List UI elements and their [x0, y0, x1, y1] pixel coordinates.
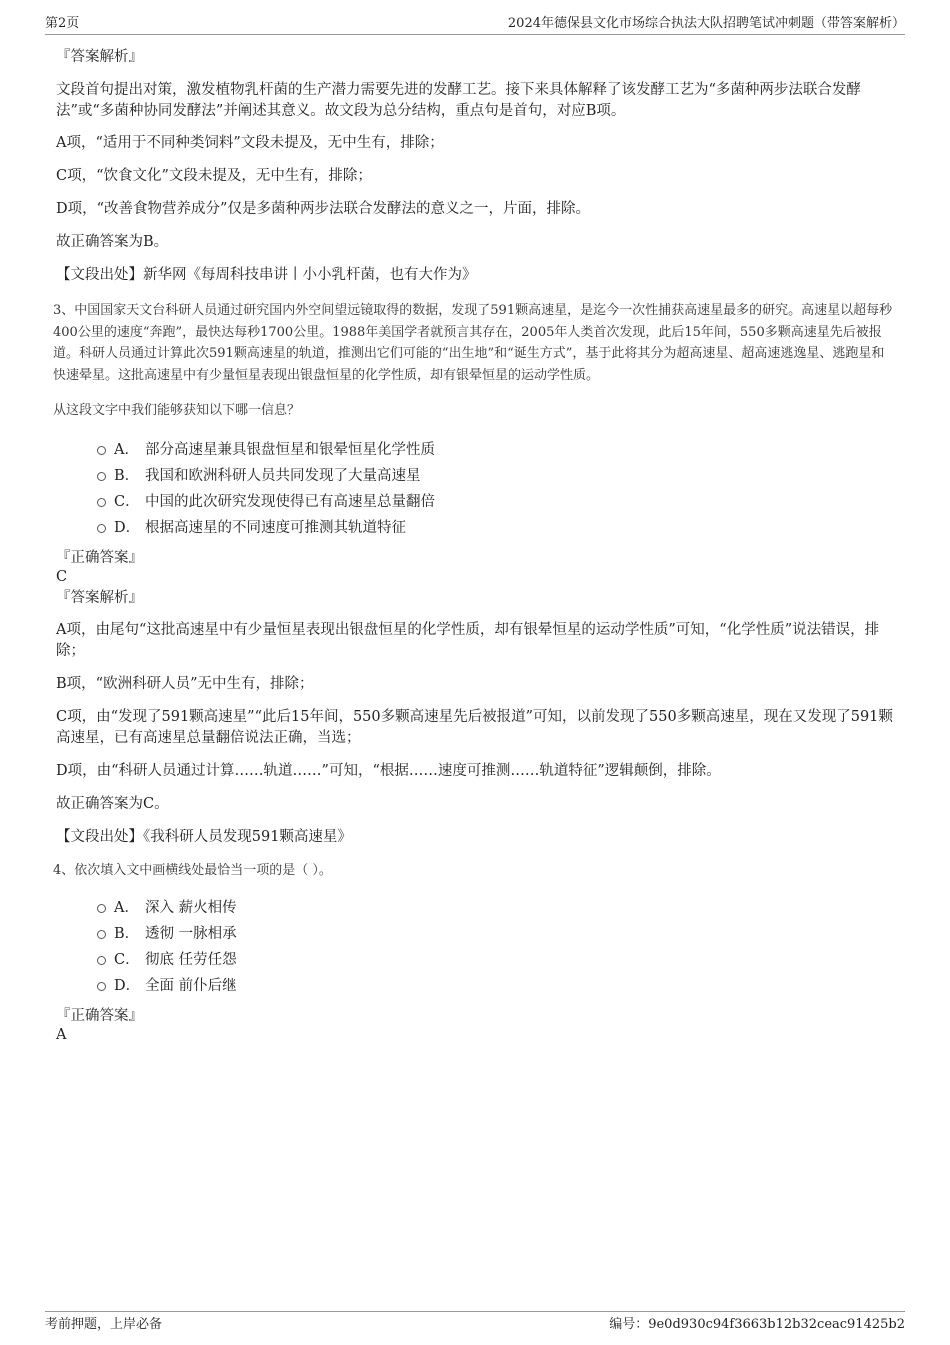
page-footer [45, 1311, 905, 1336]
radio-icon[interactable] [97, 446, 106, 455]
option-text: 我国和欧洲科研人员共同发现了大量高速星 [145, 467, 421, 484]
question-3-options [56, 437, 896, 541]
content [53, 44, 896, 1045]
option-text: 全面 前仆后继 [145, 978, 237, 994]
radio-icon[interactable] [97, 524, 106, 533]
analysis-paragraph: A项，由尾句“这批高速星中有少量恒星表现出银盘恒星的化学性质，却有银晕恒星的运动学性质”可知，“化学性质”说法错误，排除； [56, 621, 880, 659]
analysis-paragraph: 文段首句提出对策，激发植物乳杆菌的生产潜力需要先进的发酵工艺。接下来具体解释了该发酵工艺为“多菌种两步法联合发酵法”或“多菌种协同发酵法”并阐述其意义。故文段为总分结构，重点句是首句，对应B项。 [56, 82, 861, 119]
option-text: 透彻 一脉相承 [145, 926, 237, 942]
analysis-paragraph: 故正确答案为B。 [56, 234, 169, 250]
option-c[interactable] [56, 947, 896, 973]
radio-icon[interactable] [97, 904, 106, 913]
analysis-paragraph: A项，“适用于不同种类饲料”文段未提及，无中生有，排除； [56, 135, 444, 151]
option-d[interactable] [56, 973, 896, 999]
correct-answer: A [56, 1027, 67, 1043]
option-b[interactable] [56, 463, 896, 489]
question-4-options [56, 895, 896, 999]
correct-answer-label: 『正确答案』 [56, 1008, 143, 1024]
option-text: 部分高速星兼具银盘恒星和银晕恒星化学性质 [145, 441, 435, 458]
option-letter: A． [114, 900, 139, 916]
option-letter: C． [114, 493, 140, 510]
option-letter: B． [114, 926, 140, 942]
radio-icon[interactable] [97, 472, 106, 481]
radio-icon[interactable] [97, 930, 106, 939]
option-text: 根据高速星的不同速度可推测其轨道特征 [145, 519, 406, 536]
option-b[interactable] [56, 921, 896, 947]
radio-icon[interactable] [97, 982, 106, 991]
footer-slogan: 考前押题，上岸必备 [45, 1317, 163, 1332]
option-a[interactable] [56, 437, 896, 463]
option-text: 中国的此次研究发现使得已有高速星总量翻倍 [145, 493, 435, 510]
option-letter: C． [114, 952, 140, 968]
analysis-label: 『答案解析』 [56, 49, 143, 65]
analysis-paragraph: C项，“饮食文化”文段未提及，无中生有，排除； [56, 168, 372, 184]
radio-icon[interactable] [97, 498, 106, 507]
analysis-paragraph: D项，由“科研人员通过计算……轨道……”可知，“根据……速度可推测……轨道特征”逻辑颠倒，排除。 [56, 762, 721, 779]
question-3-text: 3、中国国家天文台科研人员通过研究国内外空间望远镜取得的数据，发现了591颗高速星，是迄今一次性捕获高速星最多的研究。高速星以超每秒400公里的速度“奔跑”，最快达每秒1700公里。1988年美国学者就预言其存在，2005年人类首次发现，此后15年间，550多颗高速星先后被报道。科研人员通过计算此次591颗高速星的轨道，推测出它们可能的“出生地”和“诞生方式”，基于此将其分为超高速星、超高速逃逸星、逃跑星和快速晕星。这批高速星中有少量恒星表现出银盘恒星的化学性质，却有银晕恒星的运动学性质。 [53, 303, 893, 383]
option-c[interactable] [56, 489, 896, 515]
page-header [45, 14, 905, 35]
analysis-paragraph: B项，“欧洲科研人员”无中生有，排除； [56, 675, 314, 692]
option-text: 彻底 任劳任怨 [145, 952, 237, 968]
option-letter: B． [114, 467, 140, 484]
option-a[interactable] [56, 895, 896, 921]
question-4-text: 4、依次填入文中画横线处最恰当一项的是（ ）。 [53, 862, 332, 878]
option-letter: D． [114, 978, 141, 994]
analysis-paragraph: C项，由“发现了591颗高速星”“此后15年间，550多颗高速星先后被报道”可知，以前发现了550多颗高速星，现在又发现了591颗高速星，已有高速星总量翻倍说法正确，当选； [56, 708, 893, 746]
radio-icon[interactable] [97, 956, 106, 965]
analysis-paragraph: D项，“改善食物营养成分”仅是多菌种两步法联合发酵法的意义之一，片面，排除。 [56, 201, 590, 217]
analysis-paragraph: 故正确答案为C。 [56, 795, 169, 812]
page-number: 第2页 [45, 16, 80, 31]
document-id: 编号：9e0d930c94f3663b12b32ceac91425b2 [609, 1317, 905, 1332]
analysis-label: 『答案解析』 [56, 589, 143, 606]
source-note: 【文段出处】新华网《每周科技串讲丨小小乳杆菌，也有大作为》 [56, 267, 477, 283]
option-letter: D． [114, 519, 141, 536]
document-title: 2024年德保县文化市场综合执法大队招聘笔试冲刺题（带答案解析） [507, 16, 905, 31]
option-text: 深入 薪火相传 [145, 900, 237, 916]
option-letter: A． [114, 441, 139, 458]
question-3-prompt: 从这段文字中我们能够获知以下哪一信息？ [53, 403, 301, 418]
option-d[interactable] [56, 515, 896, 541]
correct-answer: C [56, 568, 68, 585]
source-note: 【文段出处】《我科研人员发现591颗高速星》 [56, 828, 352, 845]
correct-answer-label: 『正确答案』 [56, 549, 143, 566]
